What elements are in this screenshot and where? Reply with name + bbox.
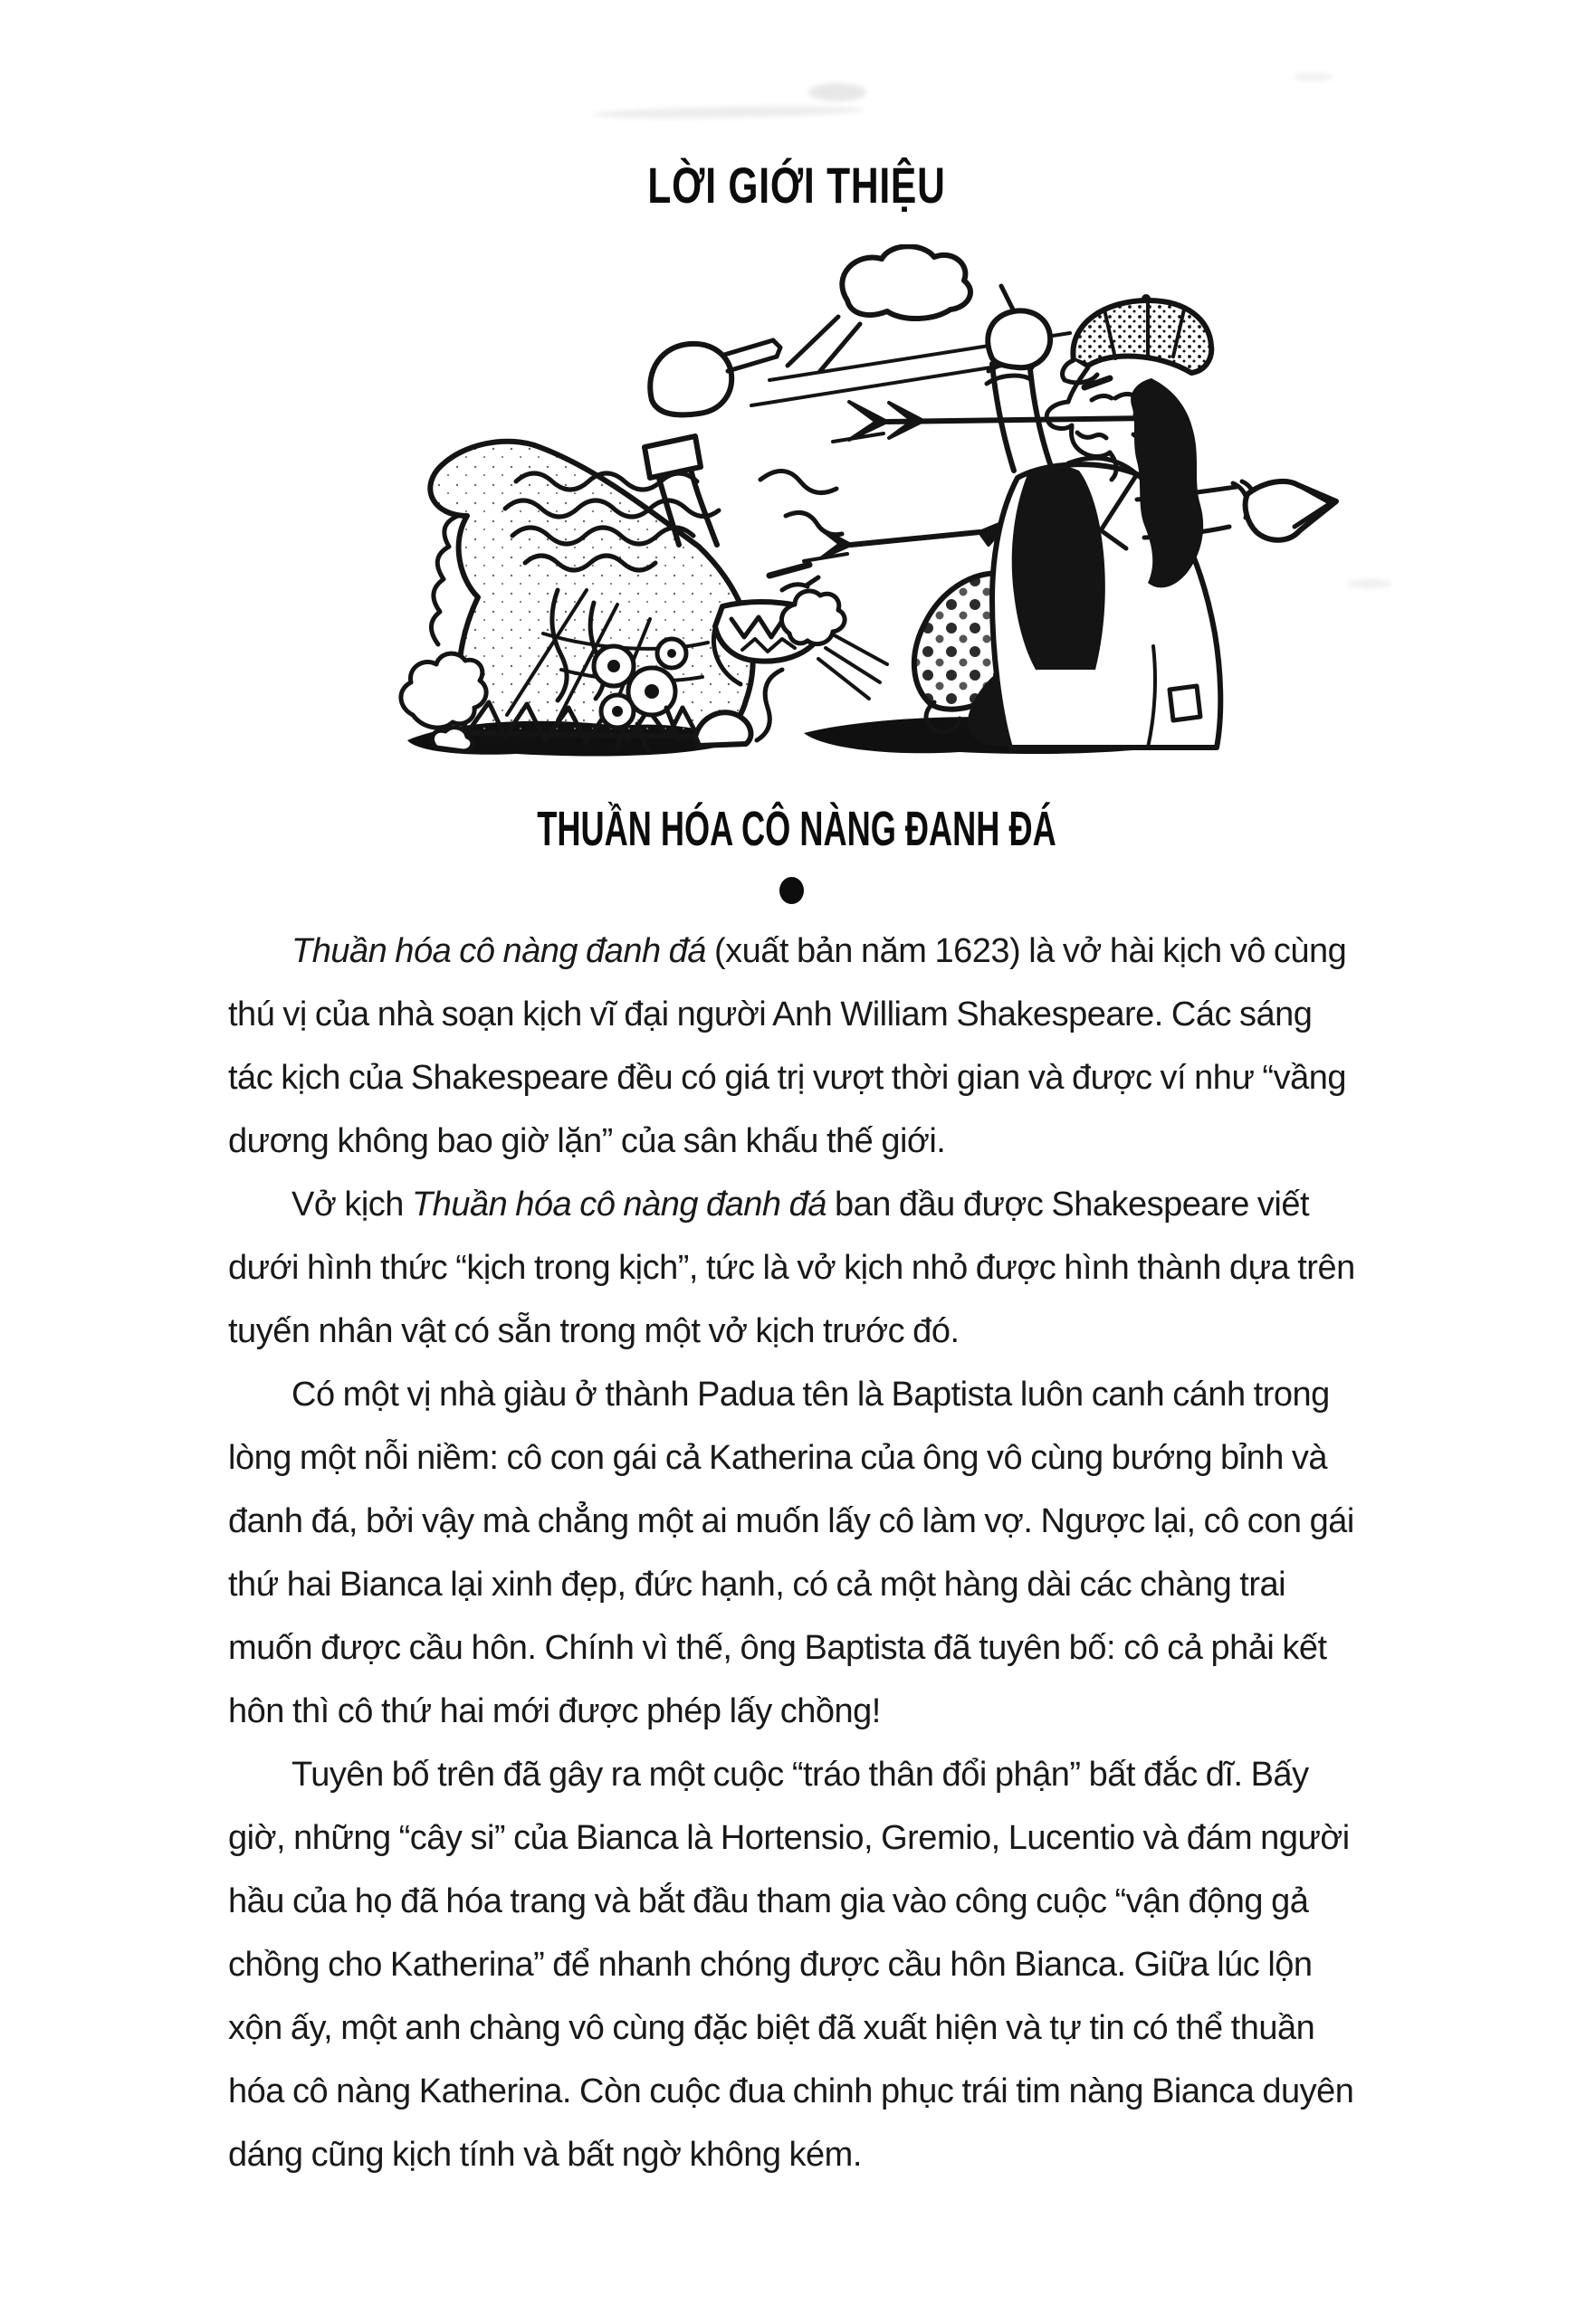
quarrel-illustration-svg bbox=[380, 244, 1394, 769]
man-figure bbox=[914, 286, 1336, 748]
divider-bullet-icon bbox=[779, 877, 804, 904]
body-text bbox=[228, 919, 1360, 2186]
paragraph bbox=[228, 1363, 1360, 1743]
page-title: LỜI GIỚI THIỆU bbox=[647, 157, 946, 214]
paragraph bbox=[228, 919, 1360, 1173]
text-segment: ban đầu được Shakespeare viết dưới hình thức “kịch trong kịch”, tức là vở kịch nhỏ được hình thành dựa trên tuyến nhân vật có sẵn trong một vở kịch trước đó. bbox=[228, 1186, 1355, 1350]
section-heading: THUẦN HÓA CÔ NÀNG ĐANH ĐÁ bbox=[537, 802, 1056, 856]
scan-smudge bbox=[593, 104, 865, 119]
text-segment: Có một vị nhà giàu ở thành Padua tên là Baptista luôn canh cánh trong lòng một nỗi niềm: cô con gái cả Katherina của ông vô cùng bướng bỉnh và đanh đá, bởi vậy mà chẳng một ai muốn lấy cô làm vợ. Ngược lại, cô con gái thứ hai Bianca lại xinh đẹp, đức hạnh, có cả một hàng dài các chàng trai muốn được cầu hôn. Chính vì thế, ông Baptista đã tuyên bố: cô cả phải kết hôn thì cô thứ hai mới được phép lấy chồng! bbox=[228, 1376, 1354, 1730]
text-segment: Vở kịch bbox=[291, 1186, 412, 1224]
scan-smudge bbox=[1293, 72, 1333, 81]
woman-figure bbox=[401, 340, 887, 751]
paragraph bbox=[228, 1173, 1360, 1363]
text-segment: (xuất bản năm 1623) là vở hài kịch vô cùng thú vị của nhà soạn kịch vĩ đại người Anh William Shakespeare. Các sáng tác kịch của Shakespeare đều có giá trị vượt thời gian và được ví như “vầng dương không bao giờ lặn” của sân khấu thế giới. bbox=[228, 932, 1347, 1160]
text-segment: Tuyên bố trên đã gây ra một cuộc “tráo thân đổi phận” bất đắc dĩ. Bấy giờ, những “cây si” của Bianca là Hortensio, Gremio, Lucentio và đám người hầu của họ đã hóa trang và bắt đầu tham gia vào công cuộc “vận động gả chồng cho Katherina” để nhanh chóng được cầu hôn Bianca. Giữa lúc lộn xộn ấy, một anh chàng vô cùng đặc biệt đã xuất hiện và tự tin có thể thuần hóa cô nàng Katherina. Còn cuộc đua chinh phục trái tim nàng Bianca duyên dáng cũng kịch tính và bất ngờ không kém. bbox=[228, 1756, 1354, 2174]
text-segment: Thuần hóa cô nàng đanh đá bbox=[291, 932, 706, 970]
scan-smudge bbox=[1347, 579, 1392, 588]
text-segment: Thuần hóa cô nàng đanh đá bbox=[411, 1186, 826, 1224]
paragraph bbox=[228, 1743, 1360, 2186]
scan-smudge bbox=[808, 83, 866, 101]
man-vest bbox=[1012, 465, 1105, 670]
man-raised-arm bbox=[987, 286, 1054, 474]
quarrel-illustration bbox=[380, 244, 1394, 769]
